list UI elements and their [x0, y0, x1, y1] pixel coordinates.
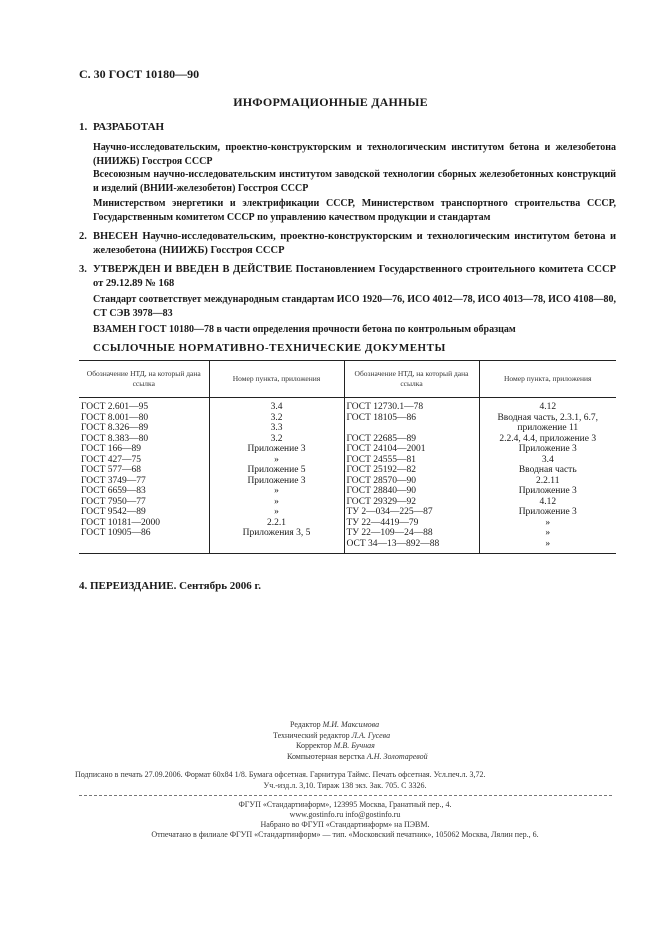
doc-ref: ГОСТ 166—89	[81, 444, 141, 454]
doc-ref: ГОСТ 18105—86	[346, 412, 416, 423]
section-1-number: 1.	[79, 121, 88, 133]
doc-ref: ГОСТ 29329—92	[346, 496, 416, 507]
doc-ref: ГОСТ 3749—77	[81, 475, 146, 486]
doc-ref: ГОСТ 24555—81	[346, 454, 416, 465]
separator-line	[79, 795, 612, 796]
doc-ref: ГОСТ 8.383—80	[81, 433, 149, 444]
doc-ref: ГОСТ 28570—90	[346, 475, 416, 486]
publisher-web: www.gostinfo.ru info@gostinfo.ru	[289, 810, 401, 819]
right-items-cell	[479, 398, 616, 554]
doc-ref: ТУ 22—4419—79	[346, 517, 419, 528]
page-title: ИНФОРМАЦИОННЫЕ ДАННЫЕ	[233, 95, 428, 109]
item-ref: 3.4	[541, 454, 554, 465]
editor-name: М.И. Максимова	[322, 720, 380, 729]
doc-ref: ГОСТ 8.001—80	[81, 412, 149, 423]
item-ref: 2.2.11	[536, 475, 560, 486]
item-ref: »	[545, 538, 551, 549]
editor-label: Редактор	[290, 720, 321, 729]
section-3	[79, 263, 616, 290]
section-3-para-1: Стандарт соответствует международным стандартам ИСО 1920—76, ИСО 4012—78, ИСО 4013—78, ИСО 4108—80, СТ СЭВ 3978—83	[93, 294, 616, 319]
reissue-note: 4. ПЕРЕИЗДАНИЕ. Сентябрь 2006 г.	[79, 580, 262, 592]
doc-ref: ГОСТ 8.326—89	[81, 423, 149, 433]
column-header-item-right: Номер пункта, приложения	[479, 361, 616, 398]
item-ref: »	[274, 454, 279, 465]
item-ref: »	[274, 507, 279, 517]
section-2-number: 2.	[79, 231, 87, 242]
doc-ref: ГОСТ 25192—82	[346, 465, 416, 475]
item-ref: 3.2	[270, 433, 283, 444]
section-3-para-2: ВЗАМЕН ГОСТ 10180—78 в части определения прочности бетона по контрольным образцам	[93, 324, 516, 335]
item-ref: 2.2.1	[267, 517, 286, 528]
doc-ref-empty	[347, 423, 477, 434]
doc-ref: ГОСТ 577—68	[81, 465, 141, 475]
item-ref: 3.4	[270, 402, 283, 412]
section-2	[79, 230, 616, 257]
doc-ref: ГОСТ 24104—2001	[346, 444, 426, 454]
item-ref: 4.12	[539, 496, 557, 507]
item-ref: Вводная часть	[518, 465, 577, 475]
item-ref: Вводная часть, 2.3.1, 6.7,	[497, 412, 599, 423]
left-docs-cell	[79, 398, 209, 554]
doc-ref: ГОСТ 10905—86	[81, 528, 151, 538]
corrector-name: М.В. Бучная	[333, 741, 375, 750]
item-ref: 3.3	[270, 423, 283, 433]
section-3-text: УТВЕРЖДЕН И ВВЕДЕН В ДЕЙСТВИЕ Постановлением Государственного строительного комитета СССР от 29.12.89 № 168	[93, 264, 616, 289]
item-ref: Приложение 3	[518, 486, 577, 496]
doc-ref: ГОСТ 12730.1—78	[346, 402, 424, 412]
item-ref: Приложение 3	[247, 475, 306, 486]
doc-ref: ГОСТ 10181—2000	[81, 517, 160, 528]
item-ref: »	[545, 517, 551, 528]
doc-ref: ГОСТ 6659—83	[81, 486, 146, 496]
doc-ref: ГОСТ 22685—89	[346, 433, 416, 444]
doc-ref: ГОСТ 9542—89	[81, 507, 146, 517]
item-ref: Приложения 3, 5	[242, 528, 311, 538]
item-ref: 3.2	[270, 412, 283, 423]
column-header-item-left: Номер пункта, приложения	[209, 361, 344, 398]
corrector-label: Корректор	[296, 741, 332, 750]
references-title: ССЫЛОЧНЫЕ НОРМАТИВНО-ТЕХНИЧЕСКИЕ ДОКУМЕНТЫ	[93, 342, 446, 354]
doc-ref: ГОСТ 427—75	[81, 454, 141, 465]
item-ref: Приложение 5	[247, 465, 306, 475]
imprint-block	[273, 720, 428, 762]
item-ref: 2.2.4, 4.4, приложение 3	[499, 433, 597, 444]
tech-editor-name: Л.А. Гусева	[351, 730, 391, 740]
left-items-cell	[209, 398, 344, 554]
page-header: С. 30 ГОСТ 10180—90	[79, 67, 200, 81]
item-ref: Приложение 3	[518, 507, 577, 517]
section-1-para-3: Министерством энергетики и электрификации СССР, Министерством транспортного строительства СССР, Государственным комитетом СССР по управлению качеством продукции и стандартам	[93, 198, 616, 223]
doc-ref: ТУ 22—109—24—88	[346, 528, 433, 538]
doc-ref: ГОСТ 2.601—95	[81, 402, 149, 412]
item-ref: »	[274, 486, 279, 496]
item-ref: приложение 11	[517, 423, 579, 433]
item-ref: Приложение 3	[518, 444, 577, 454]
item-ref: 4.12	[539, 402, 557, 412]
column-header-doc-left: Обозначение НТД, на который дана ссылка	[79, 361, 209, 398]
references-table	[79, 360, 616, 554]
doc-ref: ГОСТ 28840—90	[346, 486, 416, 496]
right-docs-cell	[344, 398, 479, 554]
doc-ref: ГОСТ 7950—77	[81, 496, 146, 507]
doc-ref: ТУ 2—034—225—87	[346, 507, 433, 517]
section-3-number: 3.	[79, 264, 87, 275]
section-1-para-2: Всесоюзным научно-исследовательским институтом заводской технологии сборных железобетонных конструкций и изделий (ВНИИ-железобетон) Госстроя СССР	[93, 169, 616, 194]
item-ref: Приложение 3	[247, 444, 306, 454]
print-details-2: Уч.-изд.л. 3,10. Тираж 138 экз. Зак. 705. С 3326.	[263, 781, 427, 790]
column-header-doc-right: Обозначение НТД, на который дана ссылка	[344, 361, 479, 398]
item-ref: »	[274, 496, 279, 507]
item-ref: »	[545, 528, 551, 538]
section-1-para-1: Научно-исследовательским, проектно-конструкторским и технологическим институтом бетона и железобетона (НИИЖБ) Госстроя СССР	[93, 142, 616, 167]
printed-at-note: Отпечатано в филиале ФГУП «Стандартинформ» — тип. «Московский печатник», 105062 Москва, Лялин пер., 6.	[151, 830, 539, 839]
layout-label: Компьютерная верстка	[287, 751, 365, 761]
typeset-note: Набрано во ФГУП «Стандартинформ» на ПЭВМ.	[260, 820, 430, 829]
section-1	[79, 120, 616, 134]
doc-ref: ОСТ 34—13—892—88	[346, 538, 440, 549]
publisher-address: ФГУП «Стандартинформ», 123995 Москва, Гранатный пер., 4.	[238, 800, 452, 809]
layout-name: А.Н. Золотаревой	[366, 751, 428, 761]
print-details: Подписано в печать 27.09.2006. Формат 60х84 1/8. Бумага офсетная. Гарнитура Таймс. Печать офсетная. Усл.печ.л. 3,72.	[75, 770, 486, 779]
tech-editor-label: Технический редактор	[273, 730, 350, 740]
section-1-heading: РАЗРАБОТАН	[93, 121, 165, 133]
section-2-text: ВНЕСЕН Научно-исследовательским, проектно-конструкторским и технологическим институтом бетона и железобетона (НИИЖБ) Госстроя СССР	[93, 231, 616, 256]
